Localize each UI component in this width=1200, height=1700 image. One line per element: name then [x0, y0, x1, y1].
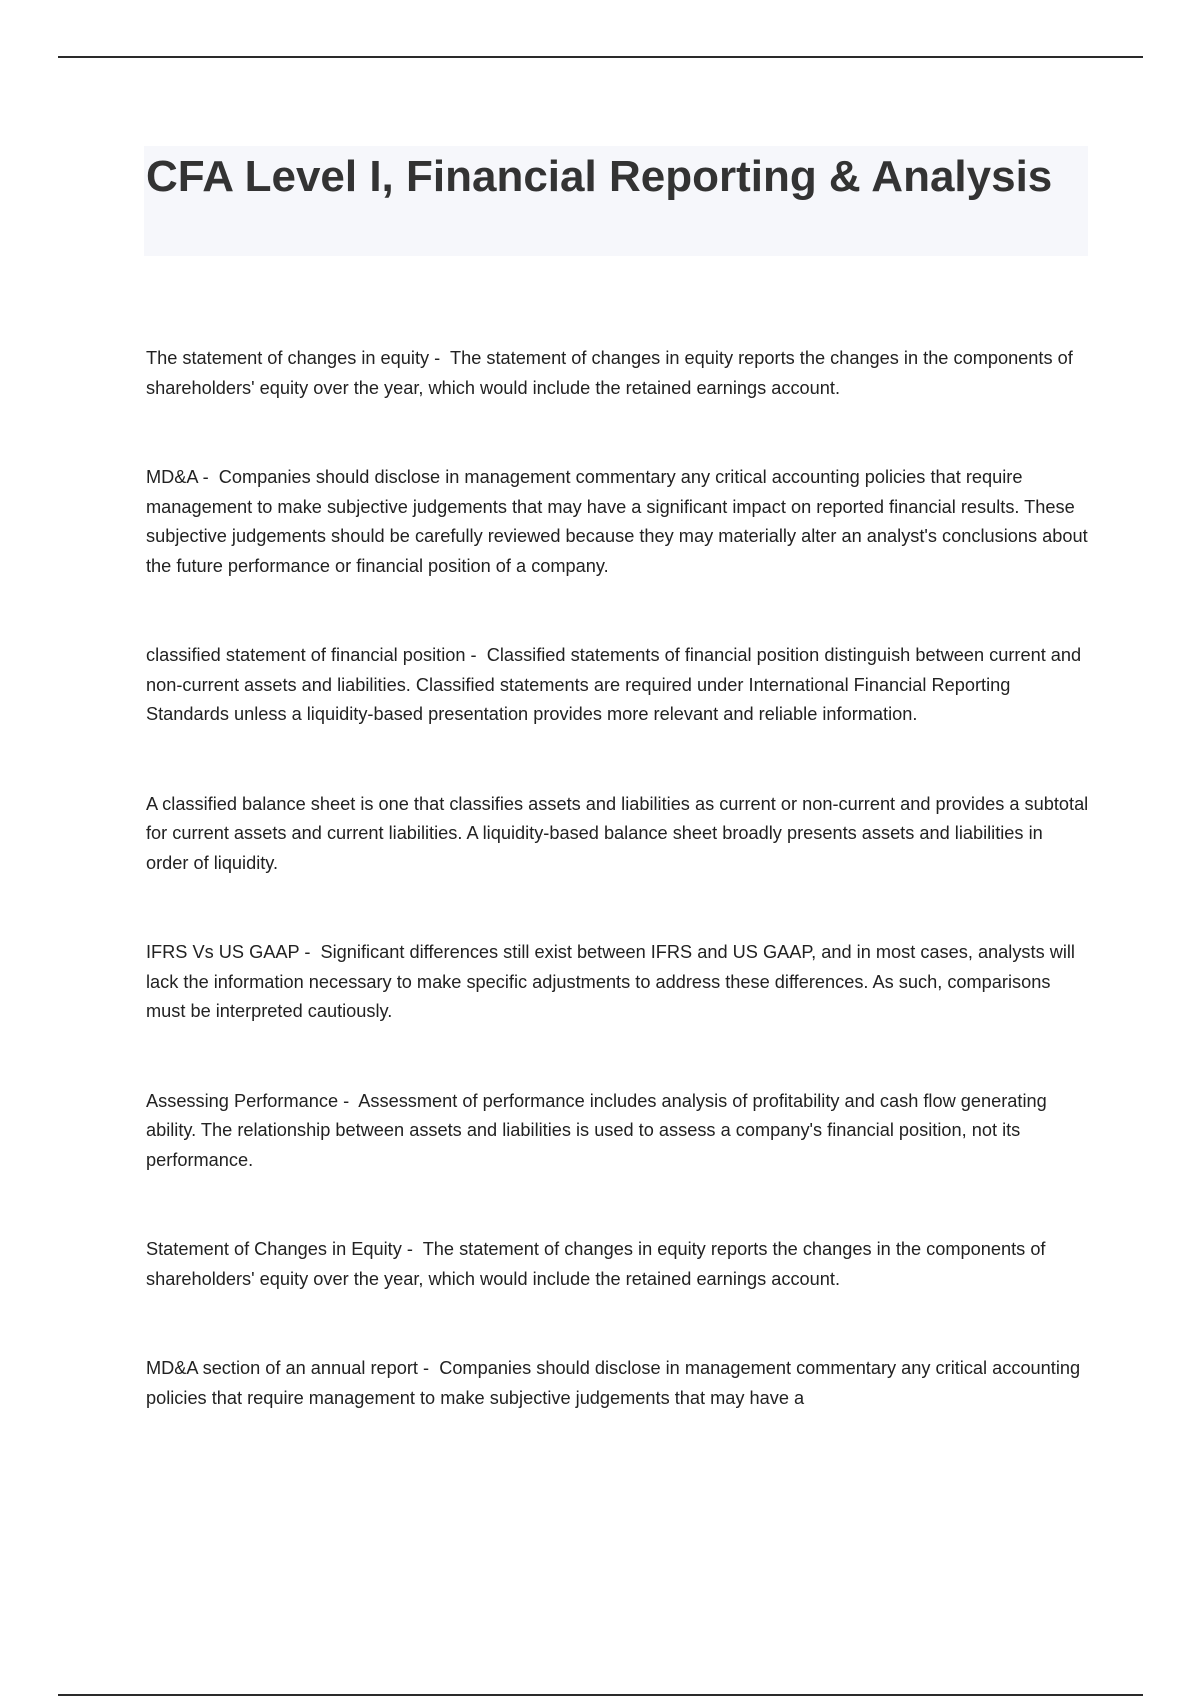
- entry-separator: -: [417, 1358, 440, 1378]
- entry-term: Assessing Performance: [146, 1090, 339, 1111]
- entry-term: classified statement of financial position: [146, 645, 466, 665]
- entry-term: The statement of changes in equity: [146, 348, 430, 368]
- bottom-rule: [58, 1694, 1143, 1696]
- entry-separator: -: [338, 1090, 359, 1111]
- entry-definition: Companies should disclose in management commentary any critical accounting policies that require management to make subjective judgements that may have a significant impact on reported financial results. These subjective judgements should be carefully reviewed because they may materially alter an analyst's conclusions about the future performance or financial position of a company.: [146, 467, 1088, 576]
- top-rule: [58, 56, 1143, 58]
- entry-mda-section: [146, 1354, 1090, 1413]
- entry-statement-of-changes-in-equity: [146, 344, 1090, 403]
- entry-definition: Assessment of performance includes analysis of profitability and cash flow generating ability. The relationship between assets and liabilities is used to assess a company's financial position, not its performance.: [146, 1090, 1047, 1170]
- entry-term: Statement of Changes in Equity: [146, 1239, 402, 1259]
- entry-ifrs-vs-us-gaap: [146, 938, 1090, 1027]
- entry-definition: Significant differences still exist between IFRS and US GAAP, and in most cases, analysts will lack the information necessary to make specific adjustments to address these differences. As such, comparisons must be interpreted cautiously.: [146, 942, 1075, 1021]
- entry-definition: Companies should disclose in management commentary any critical accounting policies that require management to make subjective judgements that may have a: [146, 1358, 1081, 1408]
- entry-assessing-performance: [146, 1087, 1090, 1176]
- entry-term: MD&A: [146, 467, 198, 487]
- document-content: [146, 344, 1090, 1473]
- entry-statement-of-changes-in-equity-2: [146, 1235, 1090, 1294]
- entry-classified-balance-sheet: [146, 790, 1090, 879]
- entry-definition: A classified balance sheet is one that classifies assets and liabilities as current or non-current and provides a subtotal for current assets and current liabilities. A liquidity-based balance sheet broadly presents assets and liabilities in order of liquidity.: [146, 793, 1089, 873]
- entry-term: IFRS Vs US GAAP: [146, 942, 300, 962]
- entry-separator: -: [429, 348, 450, 368]
- entry-separator: -: [465, 645, 487, 665]
- entry-separator: -: [401, 1239, 423, 1259]
- entry-definition: The statement of changes in equity reports the changes in the components of shareholders' equity over the year, which would include the retained earnings account.: [146, 348, 1073, 398]
- entry-definition: Classified statements of financial position distinguish between current and non-current assets and liabilities. Classified statements are required under International Financial Reporting Standards unless a liquidity-based presentation provides more relevant and reliable information.: [146, 645, 1082, 724]
- entry-definition: The statement of changes in equity reports the changes in the components of shareholders' equity over the year, which would include the retained earnings account.: [146, 1239, 1046, 1289]
- entry-term: MD&A section of an annual report: [146, 1358, 418, 1378]
- entry-separator: -: [197, 467, 219, 487]
- entry-mda: [146, 463, 1090, 581]
- document-title: CFA Level I, Financial Reporting & Analysis: [146, 152, 1053, 201]
- entry-classified-statement: [146, 641, 1090, 730]
- entry-separator: -: [299, 942, 321, 962]
